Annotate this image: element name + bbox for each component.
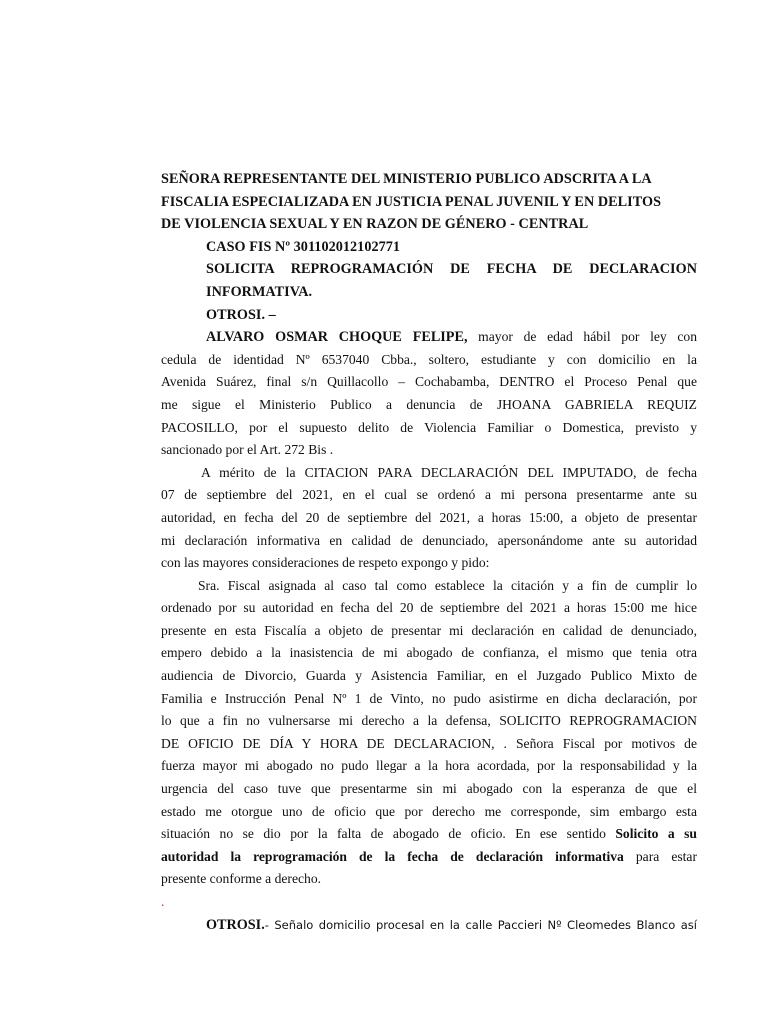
- paragraph-1-line-2: cedula de identidad Nº 6537040 Cbba., soltero, estudiante y con domicilio en la: [161, 351, 697, 367]
- paragraph-3-line-13-rest: para estar: [623, 848, 697, 864]
- paragraph-3-line-2: ordenado por su autoridad en fecha del 20 de septiembre del 2021 a horas 15:00 me hice: [161, 600, 697, 616]
- heading-line-3: DE VIOLENCIA SEXUAL Y EN RAZON DE GÉNERO - CENTRAL: [161, 216, 589, 233]
- request-title-line-2: INFORMATIVA.: [206, 283, 313, 300]
- paragraph-3-line-6: Familia e Instrucción Penal Nº 1 de Vinto, no pudo asistirme en dicha declaración, por: [161, 690, 697, 706]
- otrosi-final-text: - Señalo domicilio procesal en la calle Paccieri Nº Cleomedes Blanco así: [264, 917, 697, 932]
- paragraph-3-line-3: presente en esta Fiscalía a objeto de presentar mi declaración en calidad de denunciado,: [161, 622, 697, 638]
- request-emphasis-part-1: Solicito a su: [615, 826, 697, 842]
- paragraph-3-line-5: audiencia de Divorcio, Guarda y Asistencia Familiar, en el Juzgado Publico Mixto de: [161, 668, 697, 684]
- paragraph-1-line-6: sancionado por el Art. 272 Bis .: [161, 442, 334, 458]
- otrosi-heading: OTROSI. –: [206, 306, 276, 323]
- paragraph-2-line-5: con las mayores consideraciones de respeto expongo y pido:: [161, 555, 490, 571]
- paragraph-1-line-4: me sigue el Ministerio Publico a denuncia de JHOANA GABRIELA REQUIZ: [161, 396, 697, 412]
- paragraph-1-line-3: Avenida Suárez, final s/n Quillacollo – Cochabamba, DENTRO el Proceso Penal que: [161, 374, 697, 390]
- paragraph-1-line-1: [161, 326, 697, 349]
- paragraph-2-line-2: 07 de septiembre del 2021, en el cual se ordenó a mi persona presentarme ante su: [161, 487, 697, 503]
- paragraph-2-line-3: autoridad, en fecha del 20 de septiembre del 2021, a horas 15:00, a objeto de presentar: [161, 509, 697, 525]
- paragraph-3-line-13: [161, 846, 697, 869]
- request-title-line-1: SOLICITA REPROGRAMACIÓN DE FECHA DE DECLARACION: [206, 261, 697, 278]
- paragraph-3-line-9: fuerza mayor mi abogado no pudo llegar a la hora acordada, por la responsabilidad y la: [161, 758, 697, 774]
- paragraph-3-line-8: DE OFICIO DE DÍA Y HORA DE DECLARACION, . Señora Fiscal por motivos de: [161, 735, 697, 751]
- paragraph-3-line-7: lo que a fin no vulnersarse mi derecho a la defensa, SOLICITO REPROGRAMACION: [161, 713, 697, 729]
- otrosi-final-line: [161, 914, 697, 937]
- heading-line-1: SEÑORA REPRESENTANTE DEL MINISTERIO PUBLICO ADSCRITA A LA: [161, 171, 652, 187]
- paragraph-3-line-14: presente conforme a derecho.: [161, 871, 322, 887]
- paragraph-3-line-11: estado me otorgue uno de oficio que por derecho me corresponde, sim embargo esta: [161, 803, 697, 819]
- paragraph-3-line-10: urgencia del caso tuve que presentarme sin mi abogado con la esperanza de que el: [161, 781, 697, 797]
- paragraph-3-line-4: empero debido a la inasistencia de mi abogado de confianza, el mismo que tenia otra: [161, 645, 697, 661]
- paragraph-3-line-12-start: situación no se dio por la falta de abogado de oficio. En ese sentido: [161, 826, 616, 842]
- paragraph-1-line-1-rest: mayor de edad hábil por ley con: [467, 329, 698, 345]
- paragraph-3-line-1: Sra. Fiscal asignada al caso tal como establece la citación y a fin de cumplir lo: [198, 577, 697, 593]
- case-number: CASO FIS Nº 301102012102771: [206, 238, 401, 255]
- petitioner-name: ALVARO OSMAR CHOQUE FELIPE,: [206, 329, 468, 346]
- paragraph-3-line-12: [161, 823, 697, 846]
- heading-line-2: FISCALIA ESPECIALIZADA EN JUSTICIA PENAL JUVENIL Y EN DELITOS: [161, 193, 662, 210]
- paragraph-2-line-1: A mérito de la CITACION PARA DECLARACIÓN DEL IMPUTADO, de fecha: [201, 464, 697, 480]
- document-page: [161, 168, 697, 936]
- request-emphasis-part-2: autoridad la reprogramación de la fecha de declaración informativa: [161, 848, 624, 864]
- paragraph-2-line-4: mi declaración informativa en calidad de denunciado, apersonándome ante su autoridad: [161, 532, 697, 548]
- separator-dot: .: [161, 894, 165, 909]
- paragraph-1-line-5: PACOSILLO, por el supuesto delito de Violencia Familiar o Domestica, previsto y: [161, 419, 697, 435]
- otrosi-final-label: OTROSI.: [206, 916, 265, 933]
